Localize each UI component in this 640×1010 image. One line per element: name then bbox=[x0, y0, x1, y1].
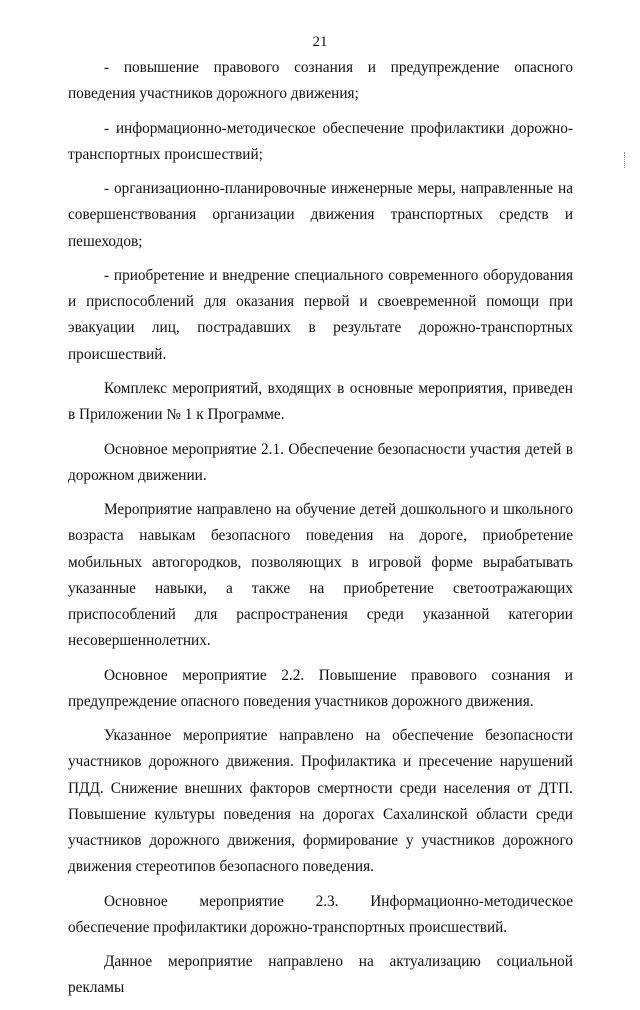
paragraph-11: Данное мероприятие направлено на актуализацию социальной рекламы bbox=[68, 953, 573, 997]
paragraph-1: - повышение правового сознания и предупреждение опасного поведения участников дорожного движения; bbox=[68, 59, 573, 103]
paragraph-8: Основное мероприятие 2.2. Повышение правового сознания и предупреждение опасного поведения участников дорожного движения. bbox=[68, 666, 573, 710]
paragraph-3: - организационно-планировочные инженерные меры, направленные на совершенствования организации движения транспортных средств и пешеходов; bbox=[68, 180, 573, 250]
paragraph-6: Основное мероприятие 2.1. Обеспечение безопасности участия детей в дорожном движении. bbox=[68, 440, 573, 484]
paragraph-7: Мероприятие направлено на обучение детей дошкольного и школьного возраста навыкам безопасного поведения на дороге, приобретение мобильных автогородков, позволяющих в игровой форме вырабатывать указанные навыки, а также на приобретение светоотражающих приспособлений для распространения среди указанной категории несовершеннолетних. bbox=[68, 501, 573, 650]
paragraph-10: Основное мероприятие 2.3. Информационно-методическое обеспечение профилактики дорожно-транспортных происшествий. bbox=[68, 892, 573, 936]
scan-artifact-mark bbox=[624, 152, 626, 168]
document-body bbox=[68, 55, 573, 1010]
paragraph-5: Комплекс мероприятий, входящих в основные мероприятия, приведен в Приложении № 1 к Программе. bbox=[68, 379, 573, 424]
paragraph-4: - приобретение и внедрение специального современного оборудования и приспособлений для оказания первой и своевременной помощи при эвакуации лиц, пострадавших в результате дорожно-транспортных происшествий. bbox=[68, 266, 573, 363]
page-number: 21 bbox=[312, 34, 328, 50]
paragraph-2: - информационно-методическое обеспечение профилактики дорожно-транспортных происшествий; bbox=[68, 119, 573, 163]
paragraph-9: Указанное мероприятие направлено на обеспечение безопасности участников дорожного движения. Профилактика и пресечение нарушений ПДД. Снижение внешних факторов смертности среди населения от ДТП. Повышение культуры поведения на дорогах Сахалинской области среди участников дорожного движения, формирование у участников дорожного движения стереотипов безопасного поведения. bbox=[68, 727, 573, 876]
